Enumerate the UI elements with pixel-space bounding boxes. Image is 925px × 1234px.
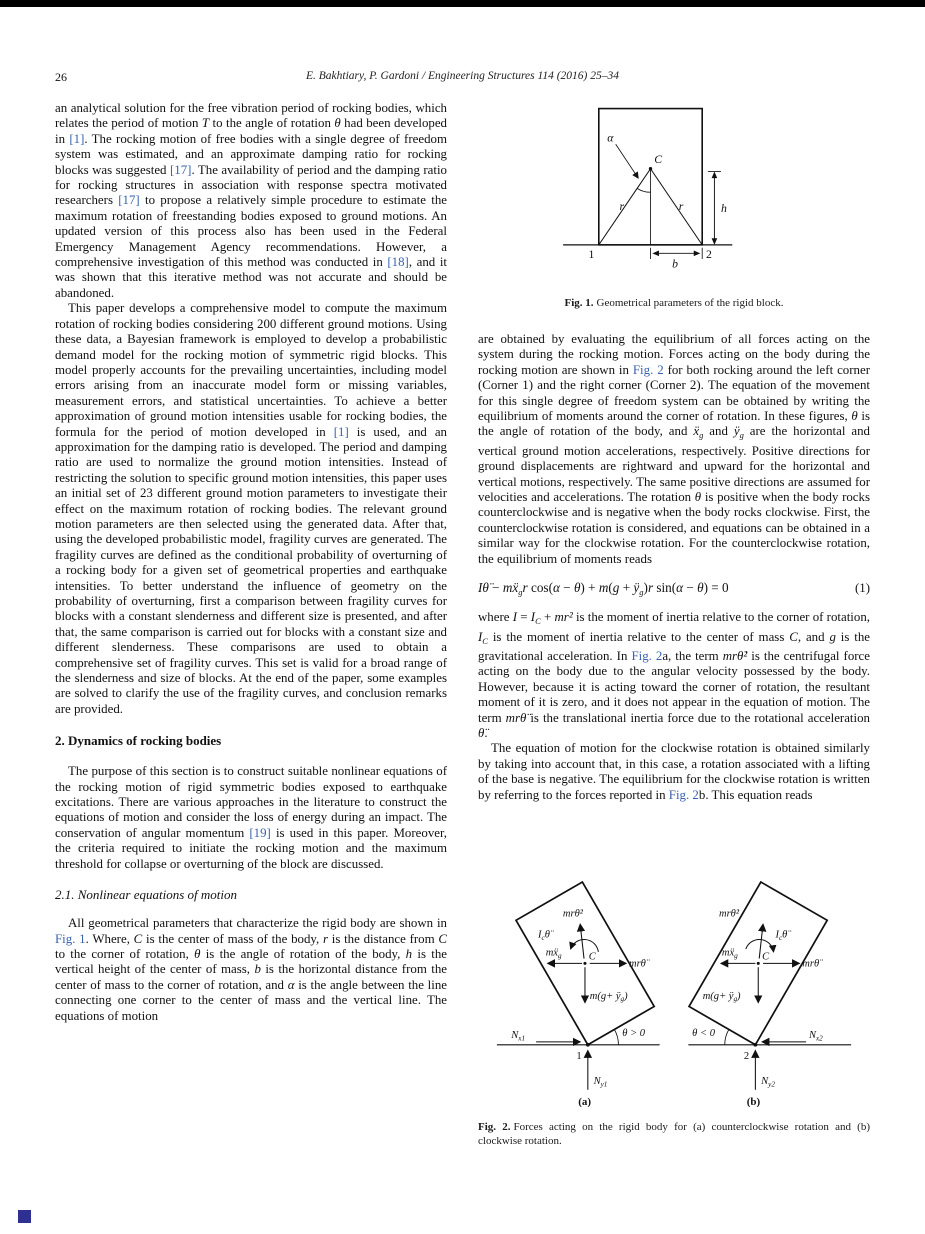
- right-paragraphs-after-equation: [478, 610, 870, 803]
- figure-1: [478, 101, 870, 310]
- text-segment: g: [612, 580, 620, 596]
- text-segment: ÿ: [733, 424, 740, 439]
- fig2a-label-rotational-inertia: $I_c\thetä$: [538, 929, 550, 942]
- text-segment: is the horizontal distance from the center of mass to the corner of rotation, and: [55, 962, 448, 992]
- reference-link[interactable]: [17]: [169, 162, 192, 177]
- fig2b-label-rotational-inertia: $I_c\thetä$: [775, 929, 788, 942]
- reference-link[interactable]: [17]: [118, 193, 140, 208]
- text-segment: ) = 0: [703, 580, 729, 596]
- fig2a-label-tangential: mrθ̈: [629, 958, 646, 970]
- fig2a-label-centrifugal: mrθ̇²: [562, 908, 583, 920]
- text-segment: h: [405, 946, 413, 961]
- fig2b-label-ny: $N_{y2}$: [761, 1075, 775, 1089]
- text-segment: g: [639, 587, 644, 598]
- scan-edge-bar: [0, 0, 925, 7]
- equation-1: [478, 580, 870, 597]
- fig1-label-h: h: [721, 201, 727, 215]
- text-segment: θ: [697, 580, 704, 596]
- text-segment: All geometrical parameters that characterize the rigid body are shown in: [68, 916, 447, 931]
- text-segment: −: [488, 580, 503, 596]
- text-segment: ) +: [580, 580, 599, 596]
- text-segment: to the corner of rotation,: [55, 946, 195, 961]
- text-segment: The equation of motion for the clockwise rotation is obtained similarly by taking into account that, in this case, a rotation associated with a lifting of the base is negative. The equilibrium for the clockwise rotation is written by referring to the forces reported in: [478, 741, 870, 802]
- text-segment: C: [789, 629, 798, 644]
- section21-paragraphs: [55, 916, 447, 1024]
- text-segment: is used in this paper. Moreover, the criteria required to initiate the rocking motion and the maximum threshold for collapse or overturning of the block are discussed.: [55, 825, 447, 871]
- text-segment: for both rocking around the left corner (Corner 1) and the right corner (Corner 2). The equation of the movement for this single degree of freedom system can be obtained by writing the equilibrium of moments around the corner of rotation. In these figures,: [478, 362, 870, 424]
- intro-paragraphs: [55, 101, 447, 717]
- center-of-mass-dot-a: [583, 962, 586, 965]
- text-segment: θ: [851, 409, 858, 424]
- text-segment: . The availability of period and the damping ratio for rocking structures in association with response spectra motivated researchers: [55, 162, 447, 208]
- r-line-left: [599, 169, 651, 245]
- text-segment: −: [683, 580, 698, 596]
- paragraph: [55, 101, 447, 301]
- text-segment: is the translational inertia force due to the rotational acceleration: [526, 710, 870, 725]
- b-arrowhead-right: [694, 251, 701, 257]
- fig1-label-c: C: [654, 153, 663, 167]
- text-segment: +: [619, 580, 634, 596]
- bottom-left-registration-mark: [18, 1210, 31, 1223]
- text-segment: mr²: [554, 610, 573, 625]
- paragraph: [478, 741, 870, 803]
- text-segment: . The rocking motion of free bodies with a single degree of freedom system was estimated, and an approximate damping ratio for rocking blocks was suggested: [55, 131, 447, 177]
- text-segment: to the angle of rotation: [209, 116, 335, 131]
- text-segment: where: [478, 610, 513, 625]
- text-segment: sin(: [653, 580, 677, 596]
- right-paragraphs-before-equation: [478, 332, 870, 567]
- figure-1-caption-text: Geometrical parameters of the rigid block.: [596, 297, 784, 309]
- text-segment: m: [598, 580, 609, 596]
- fig2b-label-nx: $N_{x2}$: [808, 1030, 823, 1043]
- centrifugal-arrow-a: [580, 924, 584, 958]
- rotational-inertia-arc-a: [571, 939, 599, 951]
- text-segment: is the distance from: [328, 931, 439, 946]
- fig2-panel-b: [688, 882, 851, 1090]
- text-segment: b: [254, 962, 261, 977]
- text-segment: +: [540, 610, 555, 625]
- figure-2-caption-text: Forces acting on the rigid body for (a) counterclockwise rotation and (b) clockwise rotation.: [478, 1120, 871, 1147]
- h-arrowhead-up: [712, 172, 718, 179]
- fig2b-label-corner: 2: [743, 1051, 750, 1063]
- text-segment: is used, and an approximation for the damping ratio is developed. The period and damping ratio are used to normalize the ground motion intensities. Instead of restricting the solution to specific ground motion intensities, this paper uses an initial set of 23 different ground motion parameters to investigate their effect on the maximum rotation of rocking bodies. The relevant ground motion parameters are then selected using the generated data. After that, using the developed probabilistic model, fragility curves are generated. The fragility curves are defined as the conditional probability of overturning of a rocking body for a given set of geometrical properties and earthquake intensities. To better understand the influence of geometry on the probability of overturning, first a comparison between fragility curves for blocks with a constant slenderness and different size is presented, and after that, the same comparison is carried out for blocks with a constant size and different slenderness. These comparisons are used to obtain a comprehensive set of fragility curves. This set is valid for a broad range of the slenderness and size of blocks. At the end of the paper, some examples are solved to clarify the use of the fragility curves, and conclusion remarks are provided.: [55, 424, 447, 716]
- text-segment: cos(: [527, 580, 553, 596]
- text-segment: =: [517, 610, 531, 625]
- fig2b-label-tangential: mrθ̈: [802, 958, 820, 970]
- figure-2-caption: [478, 1120, 870, 1148]
- text-segment: α: [676, 580, 684, 596]
- text-segment: T: [201, 116, 210, 131]
- figure-2-drawing: [478, 815, 870, 1107]
- equation-1-body: [478, 580, 729, 597]
- paragraph: [55, 916, 447, 1024]
- center-of-mass-dot-b: [757, 962, 760, 965]
- figure-2-caption-label: Fig. 2.: [478, 1120, 511, 1133]
- fig1-geometry: [563, 109, 732, 262]
- reference-link[interactable]: [1]: [69, 131, 85, 146]
- text-segment: g: [739, 430, 744, 441]
- fig1-label-corner1: 1: [588, 248, 595, 262]
- text-segment: are obtained by evaluating the equilibrium of all forces acting on the system during the rocking motion. Forces acting on the body during the rocking motion are shown in: [478, 332, 870, 377]
- fig2b-panel-tag: (b): [746, 1096, 761, 1107]
- fig2b-label-horizontal-inertia: mẍ$_g$: [721, 947, 738, 961]
- text-segment: is positive when the body rocks counterclockwise and is negative when the body rocks clockwise. First, the counterclockwise rotation is considered, and equations can be obtained in a similar way for the clockwise rotation. For the counterclockwise rotation, the equilibrium of moments reads: [478, 490, 870, 566]
- figure-1-caption: [478, 296, 870, 310]
- text-segment: is the angle between the line connecting one corner to the center of mass and the vertical line. The equations of motion: [55, 977, 447, 1023]
- text-segment: are the horizontal and vertical ground motion accelerations, respectively. Positive directions for ground displacements are rightward and upward for the horizontal and vertical motions, respectively. The same positive directions are assumed for velocities and accelerations. The rotation: [478, 424, 870, 505]
- text-segment: and: [703, 424, 734, 439]
- text-segment: to propose a relatively simple procedure to estimate the maximum rotation of freestanding bodies exposed to ground motions. An updated version of this process also has been used in the Federal Emergency Management Agency recommendations. However, a comprehensive investigation of this method was conducted in: [55, 193, 447, 270]
- text-segment: , and it was shown that this iterative method was not accurate and should be abandoned.: [55, 255, 447, 300]
- text-segment: a, the term: [662, 648, 723, 663]
- text-segment: mẍ: [502, 580, 519, 596]
- text-segment: had been developed in: [55, 116, 448, 146]
- theta-arc-a: [614, 1029, 618, 1044]
- reference-link[interactable]: [18]: [387, 255, 409, 270]
- fig2a-label-center: C: [588, 951, 596, 963]
- fig2b-label-weight: $m(g+ ÿ_g)$: [702, 990, 741, 1004]
- equation-1-number: (1): [854, 581, 870, 596]
- subsection-heading-nonlinear-equations: 2.1. Nonlinear equations of motion: [55, 887, 237, 903]
- center-of-mass-dot: [649, 167, 652, 170]
- section-heading-dynamics: 2. Dynamics of rocking bodies: [55, 733, 222, 749]
- page-number: 26: [55, 70, 67, 84]
- text-segment: Iθ̈: [478, 580, 489, 596]
- text-segment: an analytical solution for the free vibration period of rocking bodies, which relates the period of motion: [55, 101, 447, 131]
- fig1-label-corner2: 2: [705, 248, 712, 262]
- reference-link[interactable]: Fig. 1: [55, 931, 86, 946]
- paragraph: [478, 332, 870, 567]
- fig2a-label-nx: $N_{x1}$: [511, 1030, 526, 1043]
- fig1-label-r-right: r: [678, 200, 684, 214]
- fig2a-label-weight: $m(g+ ÿ_g)$: [589, 990, 628, 1004]
- text-segment: . Where,: [85, 931, 134, 946]
- text-segment: ): [643, 580, 648, 596]
- text-segment: is the angle of rotation of the body, and: [478, 409, 870, 439]
- running-head-title: E. Bakhtiary, P. Gardoni / Engineering Structures 114 (2016) 25–34: [305, 70, 620, 82]
- reference-link[interactable]: Fig. 2: [668, 787, 699, 802]
- fig2b-label-theta-sign: θ < 0: [692, 1028, 715, 1040]
- fig2b-label-center: C: [762, 951, 770, 963]
- b-arrowhead-left: [652, 251, 659, 257]
- text-segment: α: [552, 580, 560, 596]
- text-segment: The purpose of this section is to construct suitable nonlinear equations of the rocking motion of rigid symmetric bodies exposed to earthquake excitations. There are various approaches in the literature to construct the equations of motion and consider the loss of energy during an impact. The conservation of angular momentum: [55, 764, 447, 840]
- text-segment: θ: [694, 490, 702, 505]
- fig2a-label-theta-sign: θ > 0: [622, 1028, 646, 1040]
- text-segment: g: [518, 587, 523, 598]
- text-segment: g: [699, 430, 704, 441]
- text-segment: is the moment of inertia relative to the corner of rotation,: [572, 610, 870, 625]
- text-segment: is the moment of inertia relative to the center of mass: [487, 629, 790, 644]
- alpha-leader-arrow: [616, 144, 639, 178]
- text-segment: ẍ: [693, 424, 700, 439]
- section2-paragraphs: [55, 764, 447, 872]
- text-segment: is the center of mass of the body,: [142, 931, 323, 946]
- fig2a-panel-tag: (a): [578, 1096, 592, 1107]
- text-segment: −: [559, 580, 574, 596]
- pivot-dot-a: [586, 1043, 590, 1047]
- text-segment: is the gravitational acceleration. In: [478, 629, 871, 663]
- text-segment: is the angle of rotation of the body,: [200, 946, 406, 961]
- figure-1-caption-label: Fig. 1.: [564, 297, 594, 309]
- text-segment: This paper develops a comprehensive model to compute the maximum rotation of rocking bodies considering 200 different ground motions. Using these data, a Bayesian framework is employed to develop a probabilistic demand model for the rocking motion of symmetric rigid blocks. This model properly accounts for the prevailing uncertainties, including model errors arising from an inaccurate model form or missing variables, measurement errors, and statistical uncertainties. To achieve a better approximation of ground motion intensities usable for rocking bodies, the formula for the period of motion developed in: [55, 301, 447, 439]
- text-segment: g: [829, 629, 836, 644]
- paragraph: [55, 301, 447, 717]
- page-header: [55, 70, 870, 86]
- fig2b-label-centrifugal: mrθ̇²: [718, 908, 740, 920]
- text-segment: r: [647, 580, 654, 596]
- text-segment: mrθ̇²: [722, 648, 748, 663]
- text-segment: b. This equation reads: [698, 787, 813, 802]
- text-segment: α: [287, 977, 295, 992]
- fig2a-label-horizontal-inertia: mẍ$_g$: [545, 947, 562, 961]
- text-segment: r: [522, 580, 528, 596]
- fig1-label-r-left: r: [619, 200, 625, 214]
- h-arrowhead-down: [712, 238, 718, 245]
- text-segment: I: [530, 610, 536, 625]
- figure-2: [478, 815, 870, 1148]
- text-segment: θ: [194, 946, 201, 961]
- figure-1-drawing: [533, 101, 815, 275]
- reference-link[interactable]: [1]: [333, 424, 349, 439]
- reference-link[interactable]: Fig. 2: [631, 648, 663, 663]
- text-segment: mrθ̈: [505, 710, 527, 725]
- fig2a-label-corner: 1: [576, 1051, 582, 1063]
- two-column-body: [55, 101, 871, 1148]
- text-segment: (: [608, 580, 613, 596]
- pivot-dot-b: [753, 1043, 757, 1047]
- text-segment: I: [478, 629, 483, 644]
- text-segment: I: [512, 610, 518, 625]
- text-segment: , and: [797, 629, 830, 644]
- text-segment: is the vertical height of the center of mass,: [55, 946, 447, 977]
- text-segment: ÿ: [633, 580, 640, 596]
- text-segment: C: [535, 616, 541, 627]
- left-column: [55, 101, 447, 1148]
- text-segment: θ̈: [478, 725, 485, 740]
- right-column: [478, 101, 870, 1148]
- paragraph: [478, 610, 870, 741]
- paragraph: [55, 764, 447, 872]
- r-line-right: [651, 169, 703, 245]
- text-segment: is the centrifugal force acting on the body due to the angular velocity possessed by the body. However, because it is acting toward the corner of rotation, the resultant moment of it is zero, and it does not appear in the equation of motion. The term: [478, 648, 870, 725]
- reference-link[interactable]: Fig. 2: [632, 362, 664, 377]
- text-segment: .: [484, 725, 488, 740]
- text-segment: C: [438, 931, 447, 946]
- text-segment: θ: [334, 116, 341, 131]
- text-segment: r: [322, 931, 329, 946]
- fig2a-label-ny: $N_{y1}$: [593, 1075, 608, 1089]
- alpha-angle-arc: [637, 188, 650, 192]
- fig1-label-alpha: α: [607, 131, 614, 145]
- text-segment: θ: [573, 580, 581, 596]
- text-segment: C: [482, 635, 488, 646]
- theta-arc-b: [725, 1029, 729, 1044]
- fig1-label-b: b: [672, 257, 678, 271]
- reference-link[interactable]: [19]: [249, 825, 271, 840]
- text-segment: C: [133, 931, 143, 946]
